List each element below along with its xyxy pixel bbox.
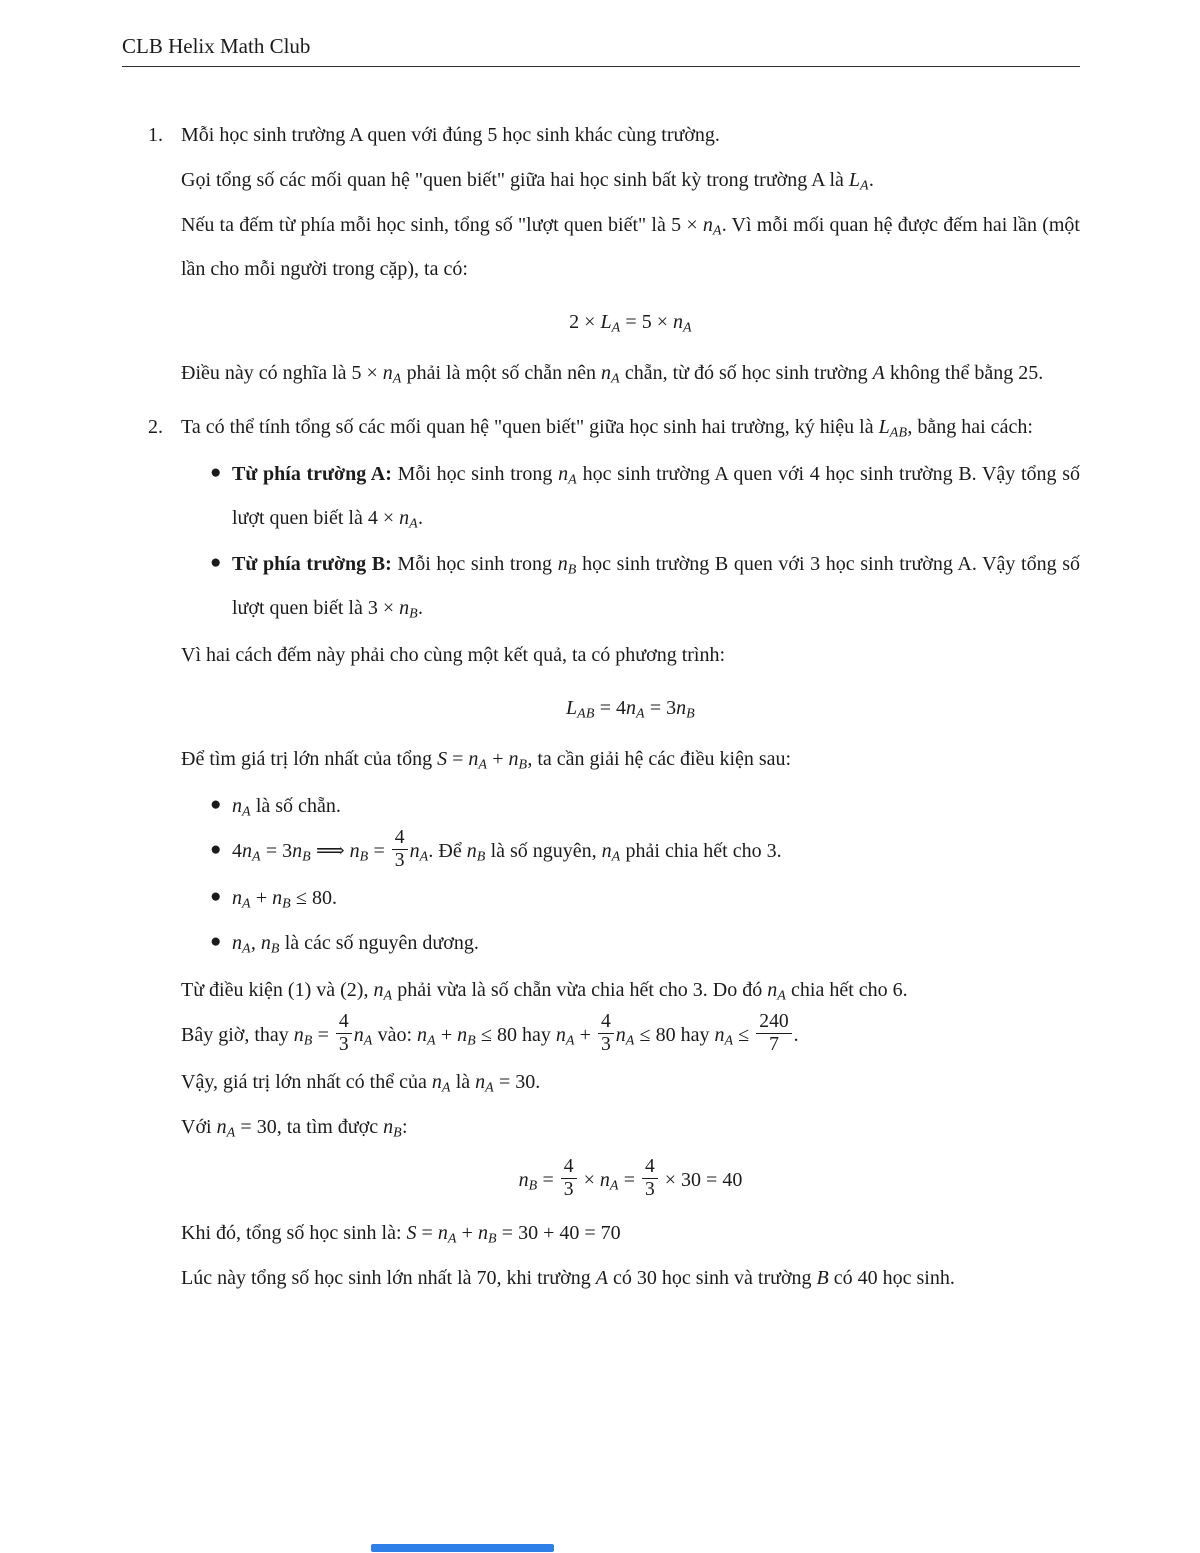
list-item [181, 452, 1080, 540]
condition-text: $n_A + n_B \le 80$. [232, 886, 337, 912]
case-label: Từ phía trường A: [232, 463, 392, 485]
paragraph: Nếu ta đếm từ phía mỗi học sinh, tổng số "lượt quen biết" là $5 \times n_A$. Vì mỗi mối quan hệ được đếm hai lần (một lần cho mỗi người trong cặp), ta có: [181, 214, 1080, 280]
display-equation: $2 \times L_A = 5 \times n_A$ [569, 311, 692, 336]
page-header [122, 32, 1080, 67]
document-body [122, 113, 1080, 1300]
bullet-icon: ● [210, 552, 222, 573]
bullet-icon: ● [210, 839, 222, 860]
bullet-icon: ● [210, 885, 222, 907]
bullet-icon: ● [210, 930, 222, 952]
paragraph: Với $n_A = 30$, ta tìm được $n_B$: [181, 1115, 408, 1141]
solution-item-1 [122, 113, 1080, 395]
display-equation: $n_B$ = $\frac{4}{3}$ × $n_A$ = $\frac{4}{3}$ × 30 = 40 [518, 1155, 743, 1200]
solution-item-2 [122, 405, 1080, 1300]
paragraph: Từ điều kiện (1) và (2), $n_A$ phải vừa là số chẵn vừa chia hết cho 3. Do đó $n_A$ chia hết cho 6. [181, 978, 908, 1004]
item-number: 1. [148, 124, 163, 146]
paragraph: Điều này có nghĩa là $5 \times n_A$ phải là một số chẵn nên $n_A$ chẵn, từ đó số học sinh trường A không thể bằng 25. [181, 362, 1044, 387]
list-item [181, 876, 1080, 920]
list-item [181, 784, 1080, 828]
paragraph: Vì hai cách đếm này phải cho cùng một kết quả, ta có phương trình: [181, 644, 726, 666]
paragraph: Ta có thể tính tổng số các mối quan hệ "quen biết" giữa học sinh hai trường, ký hiệu là $L_{AB}$, bằng hai cách: [181, 416, 1033, 441]
paragraph: Lúc này tổng số học sinh lớn nhất là 70, khi trường A có 30 học sinh và trường B có 40 học sinh. [181, 1266, 955, 1289]
paragraph: Gọi tổng số các mối quan hệ "quen biết" giữa hai học sinh bất kỳ trong trường A là $L_A$. [181, 169, 874, 194]
case-text: Mỗi học sinh trong $n_A$ học sinh trường A quen với 4 học sinh trường B. Vậy tổng số lượt quen biết là $4 \times n_A$. [232, 463, 1080, 532]
condition-text: $4n_A = 3n_B$ ⟹ $n_B$ = $\frac{4}{3}$ $n_A$. Để $n_B$ là số nguyên, $n_A$ phải chia hết cho 3. [232, 826, 782, 871]
list-item [181, 921, 1080, 965]
list-item [181, 542, 1080, 630]
display-equation: $L_{AB} = 4n_A = 3n_B$ [565, 697, 696, 722]
paragraph: Vậy, giá trị lớn nhất có thể của $n_A$ là $n_A = 30$. [181, 1070, 541, 1096]
case-text: Mỗi học sinh trong $n_B$ học sinh trường B quen với 3 học sinh trường A. Vậy tổng số lượt quen biết là $3 \times n_B$. [232, 553, 1081, 622]
paragraph: Để tìm giá trị lớn nhất của tổng $S = n_A + n_B$, ta cần giải hệ các điều kiện sau: [181, 748, 792, 773]
case-bullet-list [181, 452, 1080, 630]
paragraph: Bây giờ, thay $n_B$ = $\frac{4}{3}$ $n_A$ vào: $n_A + n_B \le 80$ hay $n_A$ + $\frac{4}{3}$ $n_A \le 80$ hay $n_A$ ≤ $\frac{240}{7}$ . [181, 1010, 799, 1055]
paragraph: Mỗi học sinh trường A quen với đúng 5 học sinh khác cùng trường. [181, 124, 720, 146]
condition-text: $n_A$, $n_B$ là các số nguyên dương. [232, 931, 479, 957]
paragraph: Khi đó, tổng số học sinh là: $S = n_A + n_B = 30 + 40 = 70$ [181, 1221, 621, 1247]
case-label: Từ phía trường B: [232, 553, 392, 575]
item-number: 2. [148, 416, 163, 438]
list-item [181, 826, 1080, 875]
page-title: CLB Helix Math Club [122, 34, 311, 58]
bullet-icon: ● [210, 462, 222, 483]
condition-bullet-list [181, 784, 1080, 965]
bullet-icon: ● [210, 794, 222, 815]
condition-text: $n_A$ là số chẵn. [232, 795, 341, 820]
bottom-progress-bar [371, 1544, 554, 1552]
